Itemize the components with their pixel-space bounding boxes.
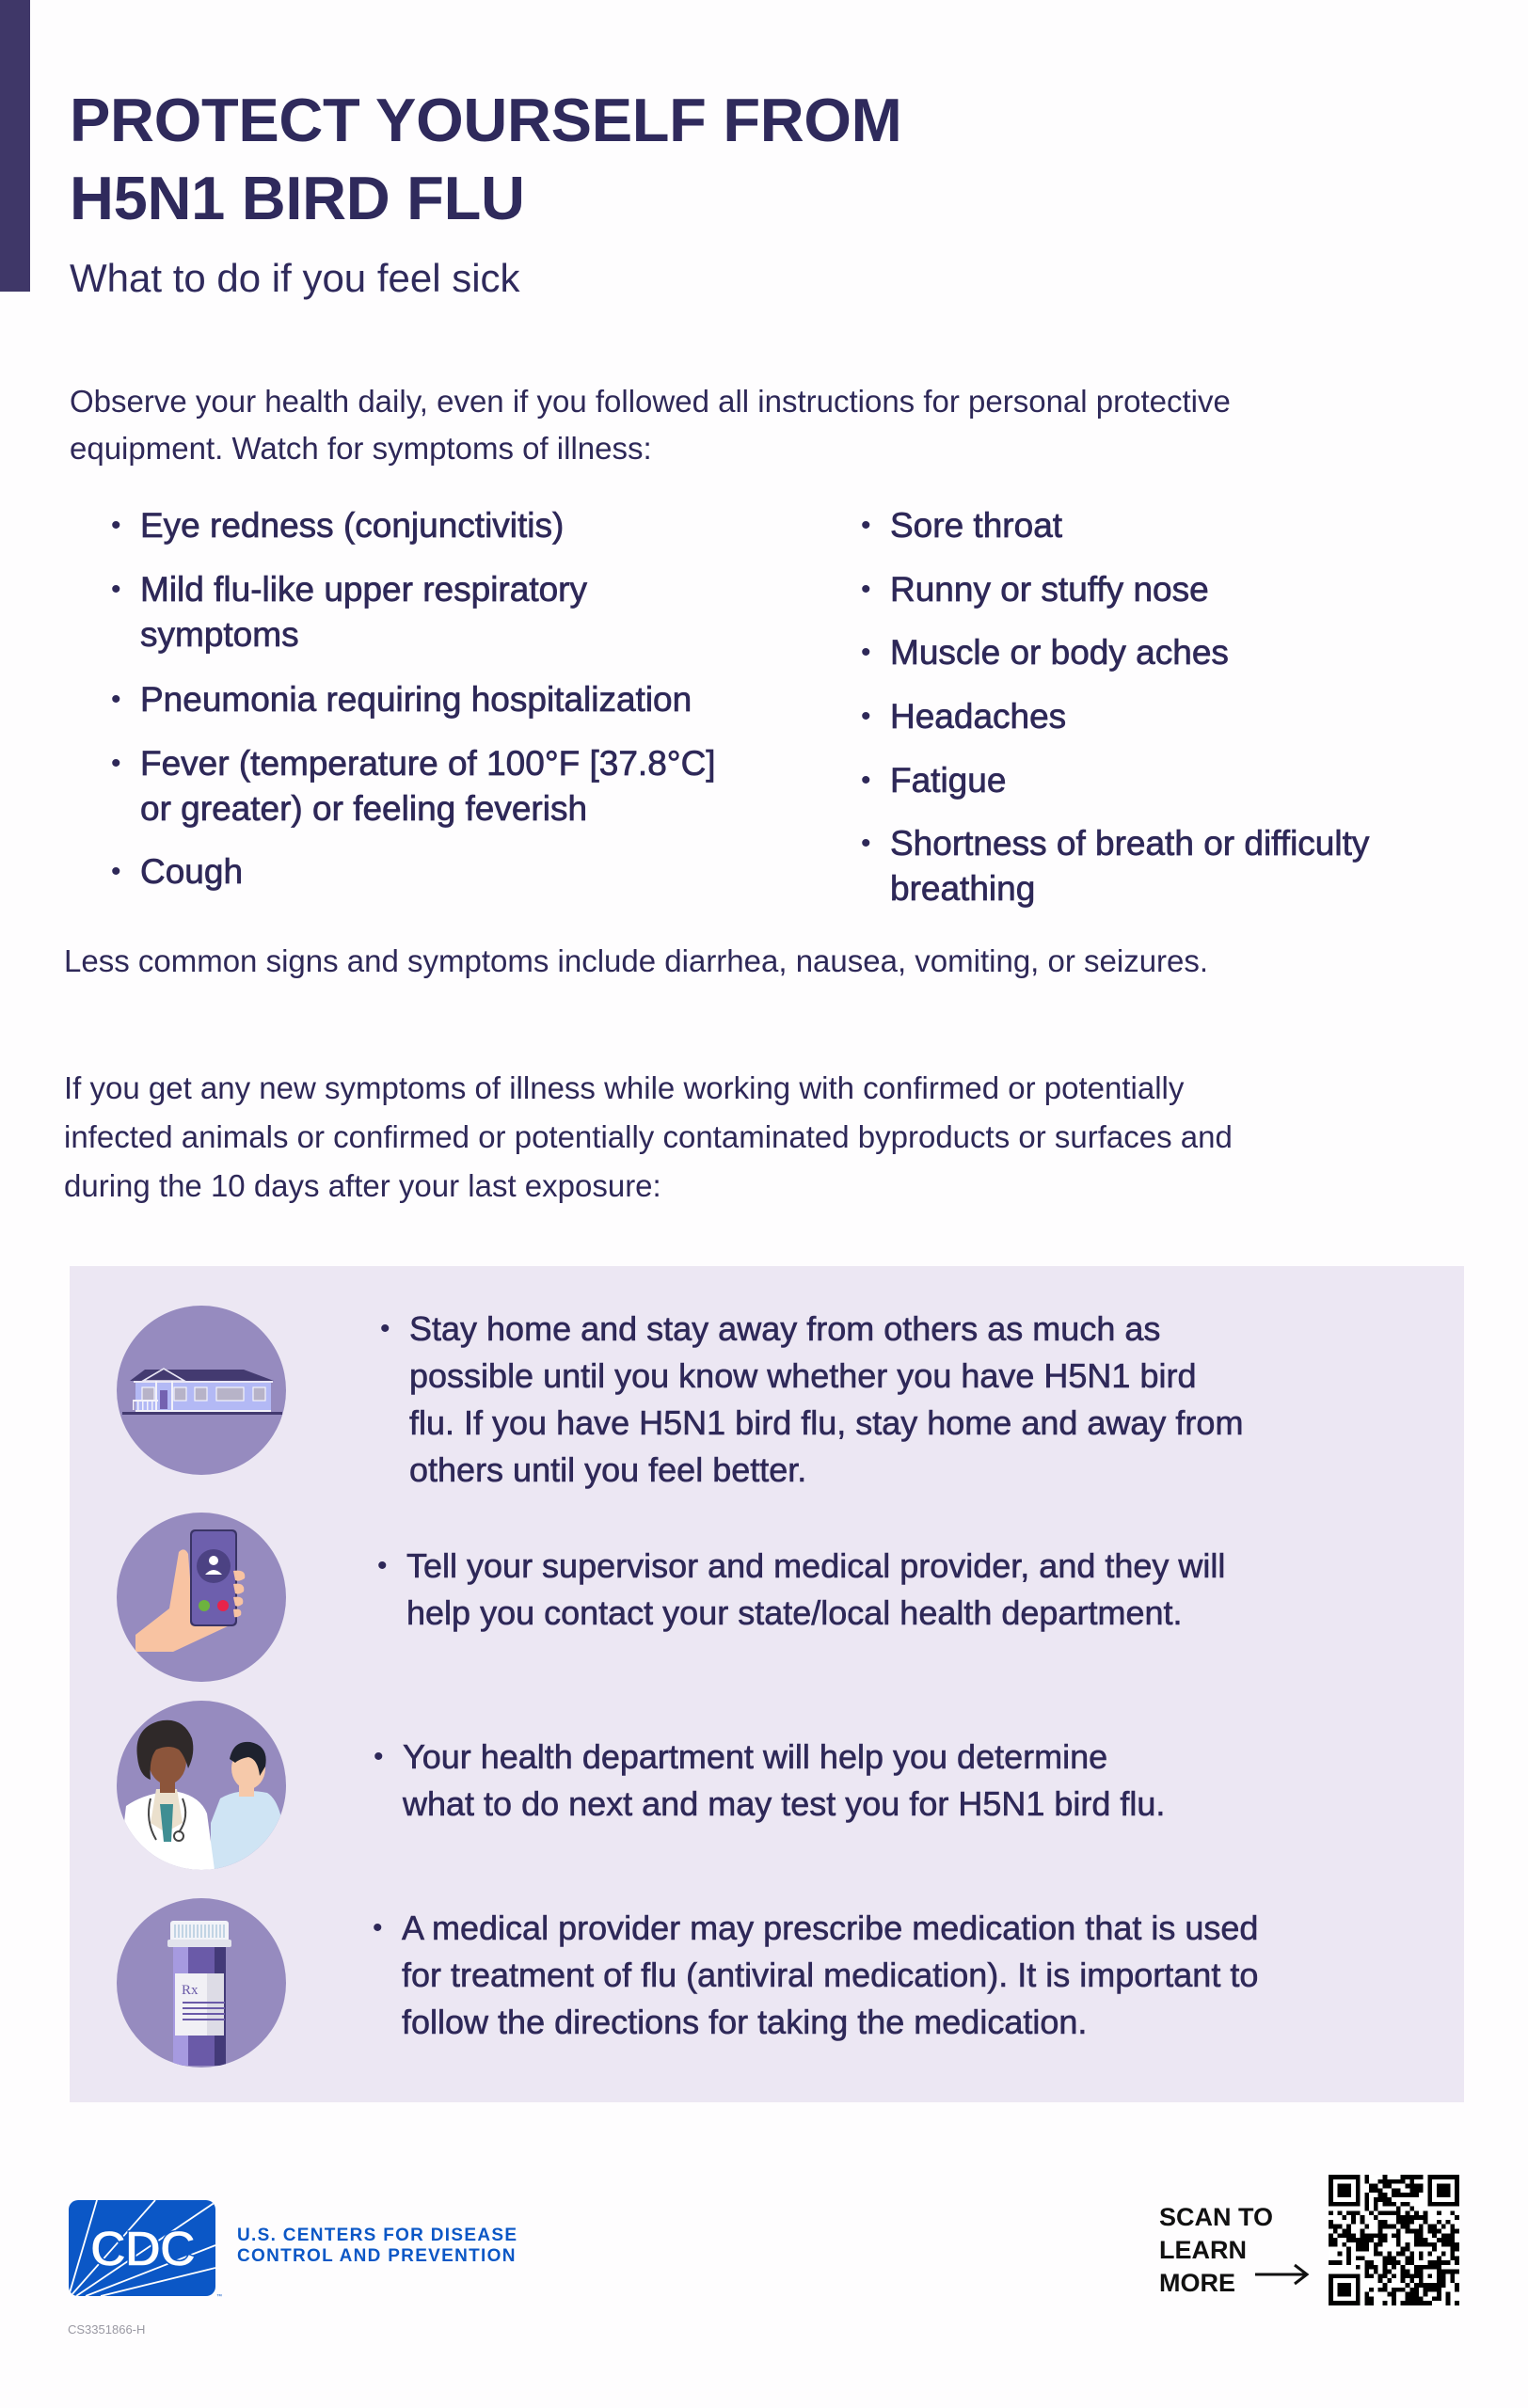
symptom-item [861,630,1229,675]
symptom-item [861,758,1007,803]
exposure-line: If you get any new symptoms of illness while working with confirmed or potentially [64,1070,1185,1105]
bullet: • [377,1550,388,1581]
symptom-text: or greater) or feeling feverish [140,789,588,828]
symptom-text: Cough [140,852,244,891]
document-code: CS3351866-H [68,2322,146,2337]
action-item [377,1543,1226,1637]
symptom-item [111,677,692,722]
arrow-right-icon [1255,2261,1310,2288]
bullet: • [374,1741,384,1772]
accent-bar [0,0,30,292]
bullet: • [111,748,121,779]
page-title [70,81,901,237]
symptom-item [861,503,1063,548]
action-text: follow the directions for taking the medication. [402,2003,1088,2041]
intro-paragraph [70,378,1231,472]
action-text: possible until you know whether you have H5N1 bird [409,1356,1197,1395]
exposure-line: infected animals or confirmed or potentially contaminated byproducts or surfaces and [64,1119,1233,1154]
cdc-logo [69,2200,225,2298]
scan-line: SCAN TO [1159,2203,1274,2231]
symptom-text: Fever (temperature of 100°F [37.8°C] [140,744,716,783]
symptom-text: Sore throat [890,506,1063,545]
symptom-text: Pneumonia requiring hospitalization [140,680,692,719]
bullet: • [861,510,871,541]
symptom-item [111,503,565,548]
bullet: • [111,684,121,715]
action-text: Your health department will help you determine [403,1737,1108,1776]
bullet: • [861,701,871,732]
symptom-item [111,567,588,657]
bullet: • [861,765,871,796]
scan-line: LEARN [1159,2236,1247,2264]
symptom-text: Runny or stuffy nose [890,570,1209,609]
action-text: A medical provider may prescribe medication that is used [402,1909,1259,1947]
symptom-text: Fatigue [890,761,1007,800]
symptom-text: Muscle or body aches [890,633,1229,672]
title-line: PROTECT YOURSELF FROM [70,86,902,154]
exposure-line: during the 10 days after your last exposure: [64,1168,661,1203]
bullet: • [111,574,121,605]
cdc-logo-text: CDC [89,2221,195,2277]
symptom-item [861,694,1067,739]
org-line: CONTROL AND PREVENTION [237,2246,517,2266]
action-text: for treatment of flu (antiviral medication). It is important to [402,1956,1259,1994]
cdc-org-name [237,2226,517,2267]
action-item [373,1905,1259,2046]
scan-line: MORE [1159,2269,1235,2297]
action-text: Stay home and stay away from others as much as [409,1309,1161,1348]
action-text: what to do next and may test you for H5N1 bird flu. [403,1784,1166,1823]
action-text: Tell your supervisor and medical provider, and they will [406,1546,1226,1585]
action-text: others until you feel better. [409,1450,807,1489]
symptom-item [111,849,244,895]
action-text: help you contact your state/local health department. [406,1593,1183,1632]
symptom-text: breathing [890,869,1036,908]
action-text: flu. If you have H5N1 bird flu, stay home and away from [409,1403,1244,1442]
org-line: U.S. CENTERS FOR DISEASE [237,2226,518,2245]
symptom-text: Headaches [890,697,1067,736]
intro-line: Observe your health daily, even if you followed all instructions for personal protective [70,384,1231,419]
bullet: • [111,856,121,887]
house-icon [117,1306,286,1475]
symptom-item [861,821,1370,911]
symptom-text: Shortness of breath or difficulty [890,824,1370,863]
action-item [374,1734,1166,1828]
title-line: H5N1 BIRD FLU [70,164,525,232]
bullet: • [111,510,121,541]
symptom-item [111,741,716,832]
symptom-text: symptoms [140,615,299,654]
page-subtitle: What to do if you feel sick [70,256,520,300]
bullet: • [861,574,871,605]
symptom-item [861,567,1209,612]
prescription-bottle-icon [117,1898,286,2067]
symptom-text: Mild flu-like upper respiratory [140,570,588,609]
action-item [380,1306,1244,1494]
exposure-paragraph [64,1064,1233,1211]
phone-call-icon [117,1513,286,1682]
qr-code[interactable] [1329,2175,1459,2305]
bullet: • [380,1313,390,1344]
less-common-note: Less common signs and symptoms include diarrhea, nausea, vomiting, or seizures. [64,943,1209,978]
doctor-patient-icon [117,1701,286,1870]
trademark: ™ [216,2294,222,2298]
rx-label: Rx [182,1983,199,1998]
bullet: • [373,1912,383,1943]
bullet: • [861,828,871,859]
intro-line: equipment. Watch for symptoms of illness: [70,431,652,466]
bullet: • [861,637,871,668]
symptom-text: Eye redness (conjunctivitis) [140,506,565,545]
